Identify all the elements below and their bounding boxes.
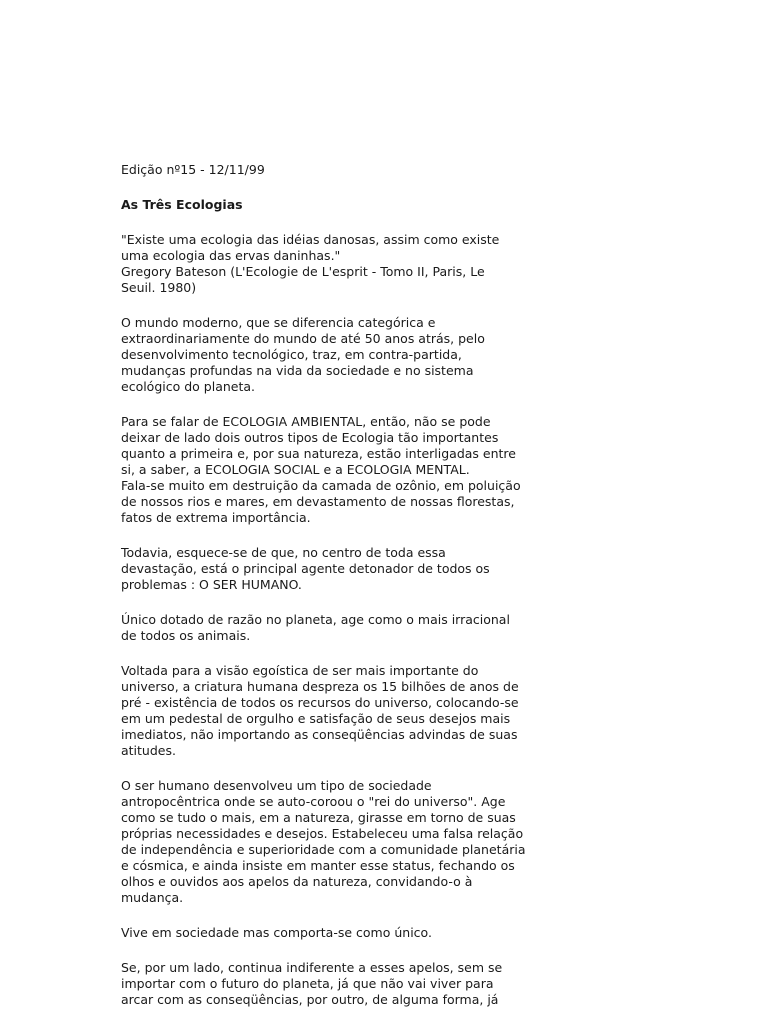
- paragraph-line: ecológico do planeta.: [121, 379, 256, 394]
- paragraph-line: "Existe uma ecologia das idéias danosas, assim como existe: [121, 232, 500, 247]
- paragraph-line: si, a saber, a ECOLOGIA SOCIAL e a ECOLOGIA MENTAL.: [121, 462, 470, 477]
- paragraph-line: e cósmica, e ainda insiste em manter esse status, fechando os: [121, 858, 515, 873]
- paragraph-line: mudanças profundas na vida da sociedade e no sistema: [121, 363, 474, 378]
- paragraph-line: Se, por um lado, continua indiferente a esses apelos, sem se: [121, 960, 503, 975]
- paragraph-line: Vive em sociedade mas comporta-se como único.: [121, 925, 432, 940]
- paragraph-line: de todos os animais.: [121, 628, 251, 643]
- paragraph-line: arcar com as conseqüências, por outro, de alguma forma, já: [121, 992, 499, 1007]
- paragraph: [121, 778, 551, 906]
- paragraph-line: O ser humano desenvolveu um tipo de sociedade: [121, 778, 432, 793]
- paragraph-line: uma ecologia das ervas daninhas.": [121, 248, 341, 263]
- article-body: [121, 232, 551, 1008]
- paragraph-line: importar com o futuro do planeta, já que não vai viver para: [121, 976, 494, 991]
- paragraph-line: Fala-se muito em destruição da camada de ozônio, em poluição: [121, 478, 521, 493]
- paragraph-line: extraordinariamente do mundo de até 50 anos atrás, pelo: [121, 331, 485, 346]
- paragraph-line: Único dotado de razão no planeta, age como o mais irracional: [121, 612, 510, 627]
- paragraph: [121, 960, 551, 1008]
- paragraph: [121, 663, 551, 759]
- paragraph-line: O mundo moderno, que se diferencia categórica e: [121, 315, 436, 330]
- paragraph-line: Para se falar de ECOLOGIA AMBIENTAL, então, não se pode: [121, 414, 491, 429]
- paragraph-line: em um pedestal de orgulho e satisfação de seus desejos mais: [121, 711, 511, 726]
- paragraph-line: olhos e ouvidos aos apelos da natureza, convidando-o à: [121, 874, 473, 889]
- paragraph-line: pré - existência de todos os recursos do universo, colocando-se: [121, 695, 519, 710]
- paragraph: [121, 612, 551, 644]
- paragraph-line: mudança.: [121, 890, 184, 905]
- paragraph-line: antropocêntrica onde se auto-coroou o "rei do universo". Age: [121, 794, 506, 809]
- paragraph-line: imediatos, não importando as conseqüências advindas de suas: [121, 727, 518, 742]
- paragraph-line: Todavia, esquece-se de que, no centro de toda essa: [121, 545, 446, 560]
- paragraph-line: devastação, está o principal agente detonador de todos os: [121, 561, 490, 576]
- paragraph: [121, 232, 551, 296]
- edition-line: Edição nº15 - 12/11/99: [121, 162, 265, 177]
- paragraph-line: de independência e superioridade com a comunidade planetária: [121, 842, 526, 857]
- paragraph-line: Seuil. 1980): [121, 280, 197, 295]
- paragraph-line: próprias necessidades e desejos. Estabeleceu uma falsa relação: [121, 826, 524, 841]
- paragraph-line: fatos de extrema importância.: [121, 510, 311, 525]
- paragraph-line: de nossos rios e mares, em devastamento de nossas florestas,: [121, 494, 515, 509]
- article-title: As Três Ecologias: [121, 197, 243, 212]
- paragraph-line: problemas : O SER HUMANO.: [121, 577, 302, 592]
- document-page: [121, 162, 551, 1027]
- paragraph: [121, 414, 551, 526]
- paragraph-line: atitudes.: [121, 743, 176, 758]
- paragraph-line: Voltada para a visão egoística de ser mais importante do: [121, 663, 479, 678]
- paragraph: [121, 545, 551, 593]
- paragraph-line: como se tudo o mais, em a natureza, girasse em torno de suas: [121, 810, 516, 825]
- paragraph: [121, 925, 551, 941]
- paragraph-line: Gregory Bateson (L'Ecologie de L'esprit - Tomo II, Paris, Le: [121, 264, 485, 279]
- paragraph-line: desenvolvimento tecnológico, traz, em contra-partida,: [121, 347, 462, 362]
- paragraph: [121, 315, 551, 395]
- paragraph-line: universo, a criatura humana despreza os 15 bilhões de anos de: [121, 679, 519, 694]
- paragraph-line: deixar de lado dois outros tipos de Ecologia tão importantes: [121, 430, 499, 445]
- paragraph-line: quanto a primeira e, por sua natureza, estão interligadas entre: [121, 446, 516, 461]
